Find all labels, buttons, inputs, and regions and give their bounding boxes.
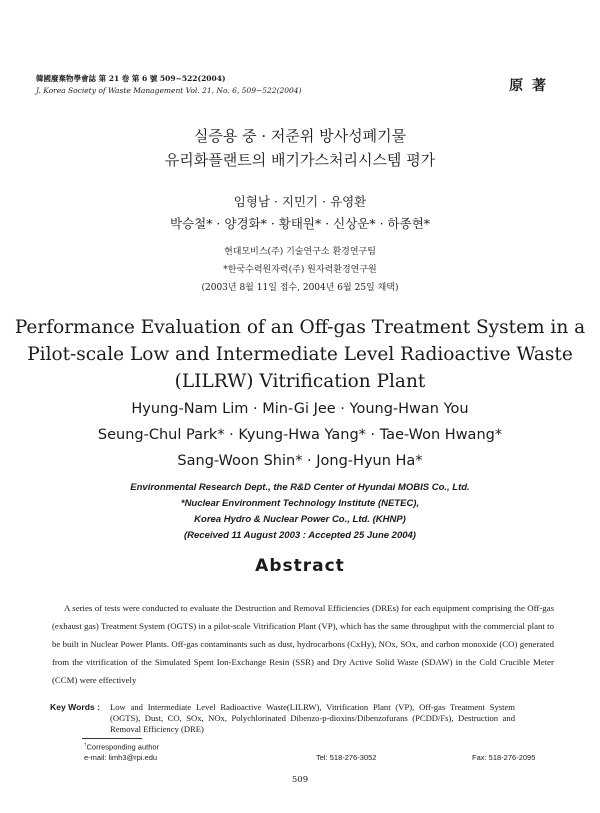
page-number: 509 xyxy=(291,775,309,785)
abstract-body xyxy=(52,599,554,689)
korean-affiliation1: 현대모비스(주) 기술연구소 환경연구팀 xyxy=(224,247,376,257)
footnote-corresponding-text: Corresponding author xyxy=(86,742,160,752)
journal-header-english: J. Korea Society of Waste Management Vol. 21, No. 6, 509~522(2004) xyxy=(36,86,302,95)
english-affiliation3: Korea Hydro & Nuclear Power Co., Ltd. (KHNP) xyxy=(194,514,406,525)
journal-header-korean: 韓國廢棄物學會誌 第 21 卷 第 6 號 509~522(2004) xyxy=(36,74,226,83)
english-title-line2: Pilot-scale Low and Intermediate Level Radioactive Waste xyxy=(27,344,573,365)
english-authors-line3: Sang-Woon Shin* · Jong-Hyun Ha* xyxy=(177,453,423,469)
korean-authors-text: 임형남 · 지민기 · 유영환 xyxy=(233,194,367,209)
footnote-fax: Fax: 518-276-2095 xyxy=(472,753,536,762)
english-affiliation2: *Nuclear Environment Technology Institute (NETEC), xyxy=(180,498,420,509)
english-title-line1: Performance Evaluation of an Off-gas Treatment System in a xyxy=(14,317,586,338)
english-authors-line2: Seung-Chul Park* · Kyung-Hwa Yang* · Tae-Won Hwang* xyxy=(97,427,503,443)
english-title-line3: (LILRW) Vitrification Plant xyxy=(174,371,426,392)
korean-title-line1: 실증용 중 · 저준위 방사성폐기물 xyxy=(193,127,407,145)
footnote-corresponding xyxy=(84,742,159,752)
article-type-label: 原 著 xyxy=(509,78,548,94)
korean-dates: (2003년 8월 11일 접수, 2004년 6월 25일 채택) xyxy=(201,283,399,293)
keywords-block xyxy=(50,702,515,735)
english-dates: (Received 11 August 2003 : Accepted 25 June 2004) xyxy=(184,530,416,541)
abstract-heading: Abstract xyxy=(255,556,345,576)
english-authors-line1: Hyung-Nam Lim · Min-Gi Jee · Young-Hwan You xyxy=(131,401,469,417)
korean-authors-line1 xyxy=(0,192,600,210)
footnote-rule xyxy=(82,738,142,739)
english-affiliation1: Environmental Research Dept., the R&D Center of Hyundai MOBIS Co., Ltd. xyxy=(130,482,470,493)
keywords-text: Low and Intermediate Level Radioactive Waste(LILRW), Vitrification Plant (VP), Off-gas Treatment System (OGTS), Dust, CO, SOx, NOx, Polychlorinated Dibenzo-p-dioxins/Dibenzofurans (PCDD/Fs), Destruction and Removal Efficiency (DRE) xyxy=(110,702,515,734)
dagger-mark: † xyxy=(84,742,87,747)
korean-authors-line2: 박승철* · 양경화* · 황태원* · 신상운* · 하종현* xyxy=(169,216,431,231)
footnote-tel: Tel: 518-276-3052 xyxy=(316,753,377,762)
abstract-paragraph: A series of tests were conducted to evaluate the Destruction and Removal Efficiencies (DREs) for each equipment comprising the Off-gas (exhaust gas) Treatment System (OGTS) in a pilot-scale Vitrification Plant (VP), which has the same throughput with the commercial plant to be built in Nuclear Power Plants. Off-gas contaminants such as dust, hydrocarbons (CxHy), NOx, SOx, and carbon monoxide (CO) generated from the vitrification of the Simulated Spent Ion-Exchange Resin (SSR) and Dry Active Solid Waste (SDAW) in the Cold Crucible Meter (CCM) were effectively xyxy=(52,603,554,685)
korean-affiliation2: *한국수력원자력(주) 원자력환경연구원 xyxy=(223,265,377,275)
korean-title-line2: 유리화플랜트의 배기가스처리시스템 평가 xyxy=(164,151,436,169)
footnote-email: e-mail: limh3@rpi.edu xyxy=(84,753,158,762)
keywords-label: Key Words : xyxy=(50,702,100,712)
